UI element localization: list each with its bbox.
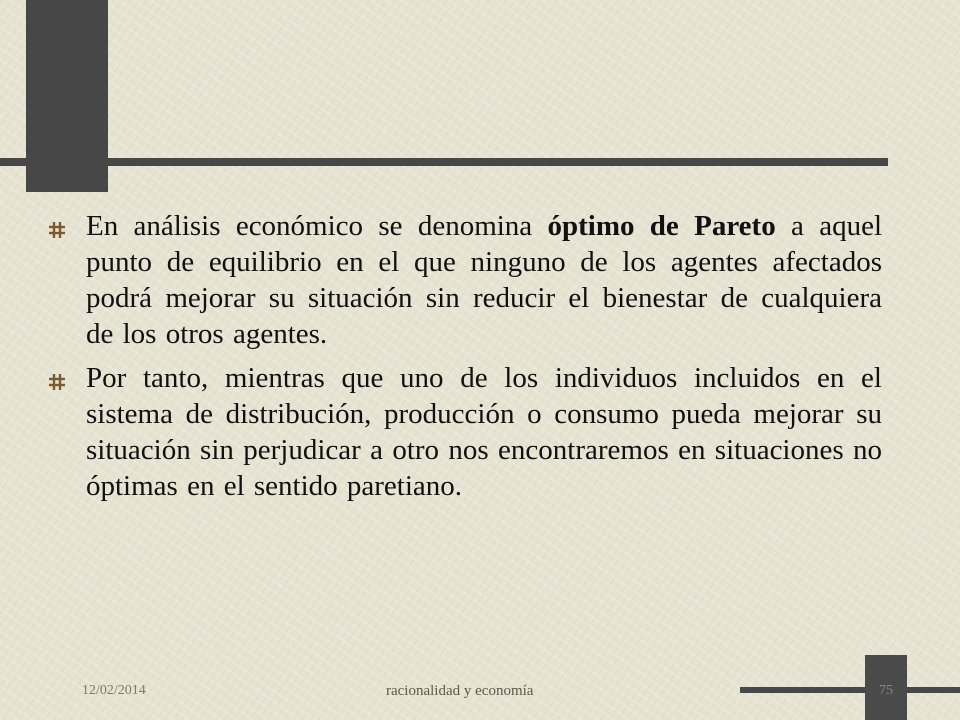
bullet-text-bold-term: óptimo de Pareto (547, 210, 776, 242)
bullet-text: Por tanto, mientras que uno de los individuos incluidos en el sistema de distribución, producción o consumo pueda mejorar su situación sin perjudicar a otro nos encontraremos en situaciones no óptimas en el sentido paretiano. (86, 362, 882, 502)
hash-bullet-icon (48, 221, 66, 239)
footer-decorative-line-right (907, 687, 960, 693)
decorative-horizontal-line (0, 158, 888, 166)
bullet-item-consequence (42, 360, 882, 504)
bullet-item-pareto-definition (42, 208, 882, 352)
page-number: 75 (879, 683, 893, 698)
slide-content (42, 208, 882, 512)
footer-title: racionalidad y economía (386, 683, 534, 699)
footer-decorative-line-left (740, 687, 865, 693)
bullet-text-before: En análisis económico se denomina (86, 210, 548, 242)
hash-bullet-icon (48, 373, 66, 391)
footer-date: 12/02/2014 (82, 683, 146, 698)
bullet-text-after: a aquel punto de equilibrio en el que ninguno de los agentes afectados podrá mejorar su situación sin reducir el bienestar de cualquiera de los otros agentes. (86, 210, 883, 350)
